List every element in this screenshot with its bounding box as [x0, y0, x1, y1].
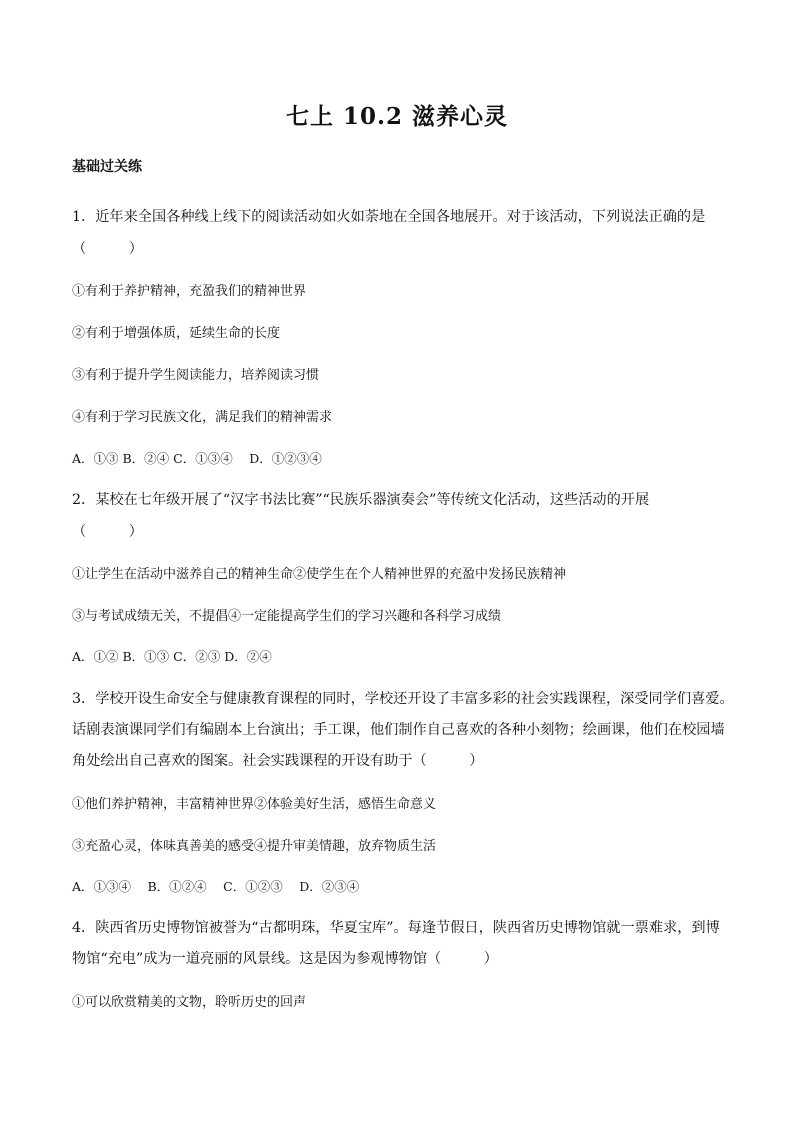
question-3-option-1: ①他们养护精神，丰富精神世界②体验美好生活，感悟生命意义 — [72, 797, 437, 812]
question-4-stem-line-2: 物馆“充电”成为一道亮丽的风景线。这是因为参观博物馆（ ） — [72, 951, 498, 967]
question-1-option-4: ④有利于学习民族文化，满足我们的精神需求 — [72, 410, 333, 425]
section-heading: 基础过关练 — [72, 159, 142, 175]
question-3-stem-line-1: 3．学校开设生命安全与健康教育课程的同时，学校还开设了丰富多彩的社会实践课程，深受同学们喜爱。 — [72, 691, 734, 707]
question-1-stem-line-1: 1．近年来全国各种线上线下的阅读活动如火如荼地在全国各地展开。对于该活动，下列说法正确的是 — [72, 209, 706, 225]
question-2-stem-line-1: 2．某校在七年级开展了“汉字书法比赛”“民族乐器演奏会”等传统文化活动，这些活动的开展 — [72, 492, 650, 508]
question-3-stem-line-2: 话剧表演课同学们有编剧本上台演出；手工课，他们制作自己喜欢的各种小刻物；绘画课，他们在校园墙 — [72, 722, 725, 738]
question-3-stem-line-3: 角处绘出自己喜欢的图案。社会实践课程的开设有助于（ ） — [72, 753, 484, 769]
question-2-stem-line-2: （ ） — [72, 524, 143, 540]
question-3-choices: A．①③④ B．①②④ C．①②③ D．②③④ — [72, 879, 360, 894]
question-1-choices: A．①③ B．②④ C．①③④ D．①②③④ — [72, 451, 322, 466]
question-4-stem-line-1: 4．陕西省历史博物馆被誉为“古都明珠，华夏宝库”。每逢节假日，陕西省历史博物馆就一票难求，到博 — [72, 920, 720, 936]
question-2-choices: A．①② B．①③ C．②③ D．②④ — [72, 649, 272, 664]
question-2-option-2: ③与考试成绩无关，不提倡④一定能提高学生们的学习兴趣和各科学习成绩 — [72, 609, 502, 624]
document-title: 七上 10.2 滋养心灵 — [285, 103, 509, 130]
question-1-option-1: ①有利于养护精神，充盈我们的精神世界 — [72, 284, 307, 299]
question-1-stem-line-2: （ ） — [72, 241, 143, 257]
question-2-option-1: ①让学生在活动中滋养自己的精神生命②使学生在个人精神世界的充盈中发扬民族精神 — [72, 567, 567, 582]
question-3-option-2: ③充盈心灵，体味真善美的感受④提升审美情趣，放弃物质生活 — [72, 839, 437, 854]
question-4-option-1: ①可以欣赏精美的文物，聆听历史的回声 — [72, 995, 307, 1010]
question-1-option-3: ③有利于提升学生阅读能力，培养阅读习惯 — [72, 368, 320, 383]
question-1-option-2: ②有利于增强体质，延续生命的长度 — [72, 326, 281, 341]
